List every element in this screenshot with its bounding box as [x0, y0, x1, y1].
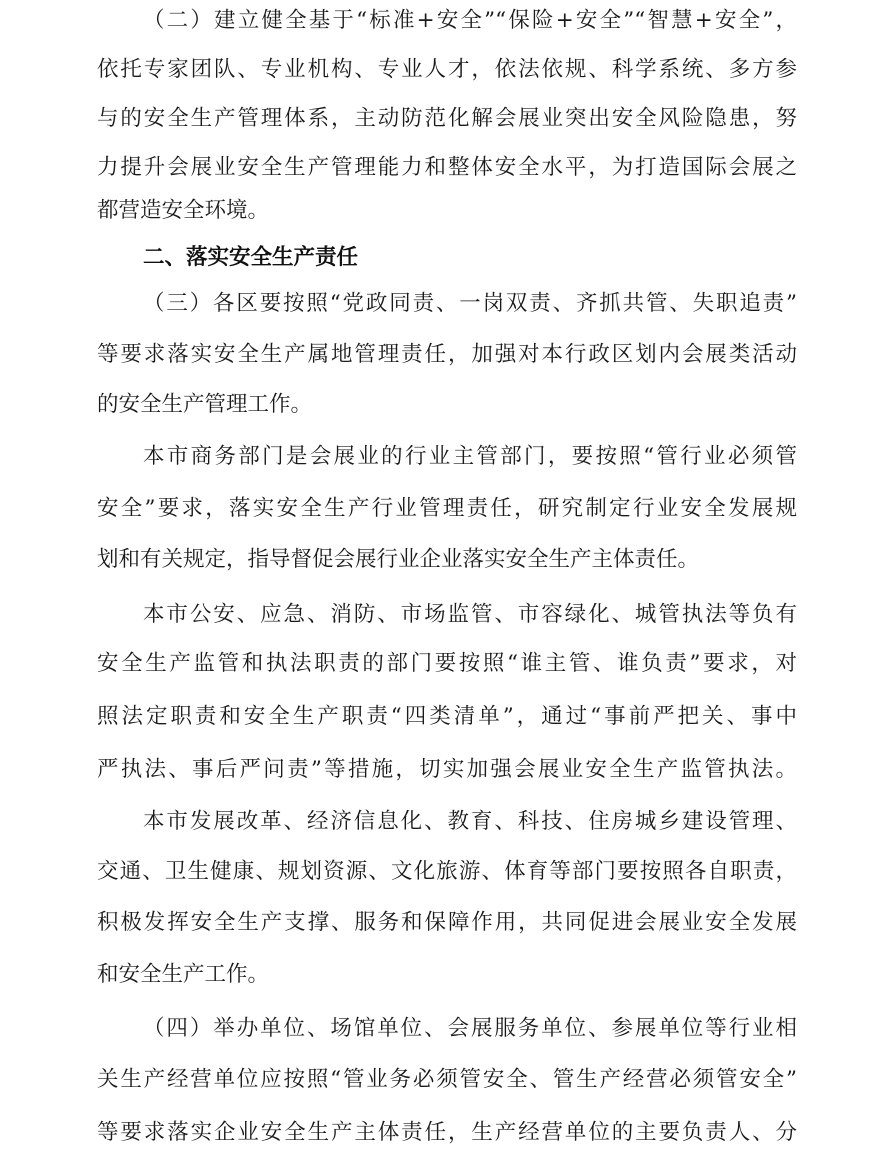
text-line: 等要求落实企业安全生产主体责任，生产经营单位的主要负责人、分 — [97, 1120, 797, 1145]
text-line: 依托专家团队、专业机构、专业人才，依法依规、科学系统、多方参 — [97, 57, 797, 82]
text-line: 力提升会展业安全生产管理能力和整体安全水平，为打造国际会展之 — [97, 155, 797, 180]
text-line: 安全生产监管和执法职责的部门要按照“谁主管、谁负责”要求，对 — [97, 651, 797, 676]
text-line: （四）举办单位、场馆单位、会展服务单位、参展单位等行业相 — [143, 1016, 797, 1041]
text-line: 本市公安、应急、消防、市场监管、市容绿化、城管执法等负有 — [143, 602, 797, 627]
text-line: 严执法、事后严问责”等措施，切实加强会展业安全生产监管执法。 — [97, 757, 797, 782]
text-line: 本市商务部门是会展业的行业主管部门，要按照“管行业必须管 — [143, 444, 797, 469]
text-line: 安全”要求，落实安全生产行业管理责任，研究制定行业安全发展规 — [97, 496, 797, 521]
text-line: 积极发挥安全生产支撑、服务和保障作用，共同促进会展业安全发展 — [97, 910, 797, 935]
text-line: （三）各区要按照“党政同责、一岗双责、齐抓共管、失职追责” — [143, 291, 797, 316]
text-line: （二）建立健全基于“标准+安全”“保险+安全”“智慧+安全”， — [143, 8, 797, 33]
text-line: 划和有关规定，指导督促会展行业企业落实安全生产主体责任。 — [97, 547, 700, 572]
text-line: 本市发展改革、经济信息化、教育、科技、住房城乡建设管理、 — [143, 809, 797, 834]
text-line: 的安全生产管理工作。 — [97, 392, 313, 417]
text-line: 关生产经营单位应按照“管业务必须管安全、管生产经营必须管安全” — [97, 1067, 797, 1092]
text-line: 与的安全生产管理体系，主动防范化解会展业突出安全风险隐患，努 — [97, 106, 797, 131]
section-heading: 二、落实安全生产责任 — [143, 245, 359, 270]
text-line: 等要求落实安全生产属地管理责任，加强对本行政区划内会展类活动 — [97, 342, 797, 367]
text-line: 交通、卫生健康、规划资源、文化旅游、体育等部门要按照各自职责， — [97, 859, 797, 884]
text-line: 和安全生产工作。 — [97, 962, 270, 987]
text-line: 照法定职责和安全生产职责“四类清单”，通过“事前严把关、事中 — [97, 704, 797, 729]
text-line: 都营造安全环境。 — [97, 198, 270, 223]
